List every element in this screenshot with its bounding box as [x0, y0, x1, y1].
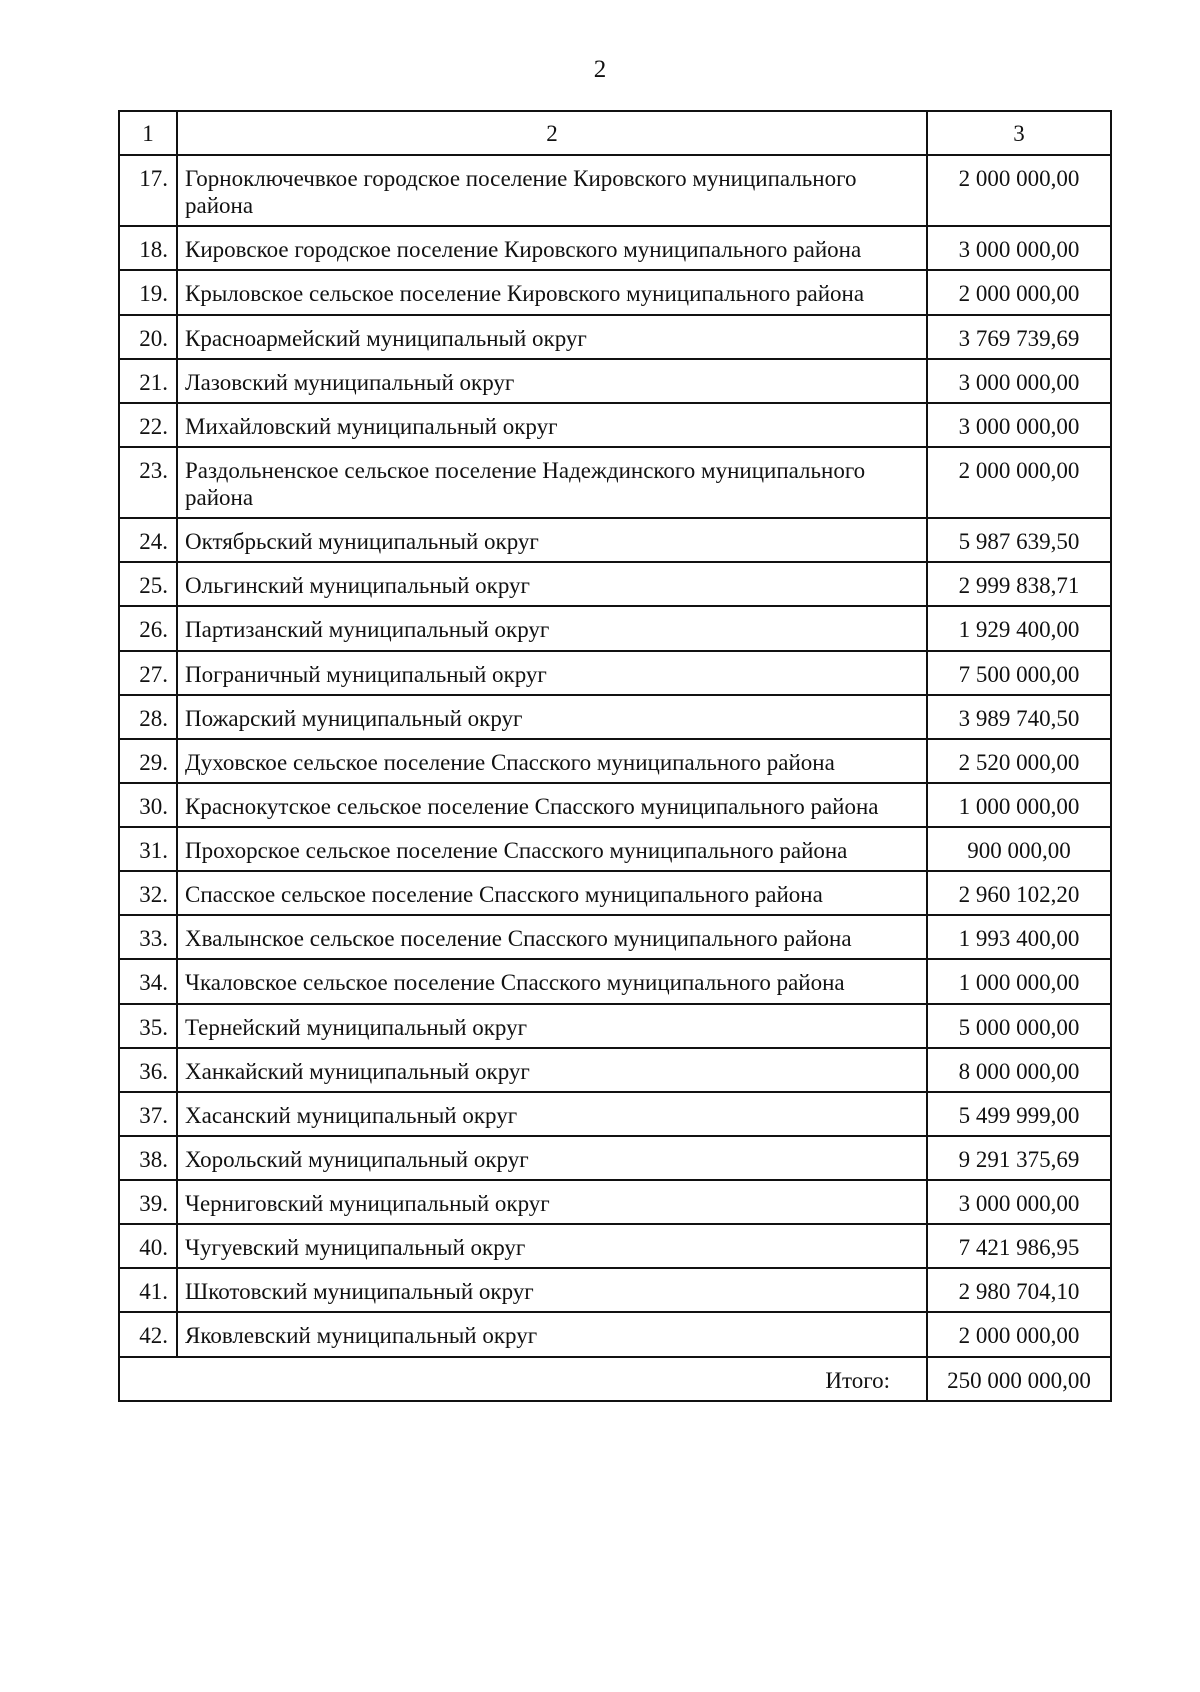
row-number: 34. — [119, 959, 177, 1003]
row-number: 17. — [119, 155, 177, 226]
table-row — [119, 1180, 1111, 1224]
table-row — [119, 959, 1111, 1003]
row-amount: 3 000 000,00 — [927, 226, 1111, 270]
row-municipality-name: Ольгинский муниципальный округ — [177, 562, 927, 606]
row-amount: 1 000 000,00 — [927, 959, 1111, 1003]
total-label: Итого: — [119, 1357, 927, 1401]
header-row — [119, 111, 1111, 155]
table-row — [119, 827, 1111, 871]
row-municipality-name: Красноармейский муниципальный округ — [177, 315, 927, 359]
row-municipality-name: Крыловское сельское поселение Кировского муниципального района — [177, 270, 927, 314]
row-municipality-name: Пограничный муниципальный округ — [177, 651, 927, 695]
row-number: 40. — [119, 1224, 177, 1268]
row-number: 24. — [119, 518, 177, 562]
table-row — [119, 651, 1111, 695]
table-row — [119, 606, 1111, 650]
row-amount: 2 999 838,71 — [927, 562, 1111, 606]
row-amount: 8 000 000,00 — [927, 1048, 1111, 1092]
allocation-table — [118, 110, 1112, 1402]
table-row — [119, 1092, 1111, 1136]
row-number: 37. — [119, 1092, 177, 1136]
row-amount: 1 000 000,00 — [927, 783, 1111, 827]
row-municipality-name: Черниговский муниципальный округ — [177, 1180, 927, 1224]
row-number: 19. — [119, 270, 177, 314]
row-amount: 5 000 000,00 — [927, 1004, 1111, 1048]
header-col-number: 1 — [119, 111, 177, 155]
row-amount: 3 000 000,00 — [927, 1180, 1111, 1224]
row-number: 28. — [119, 695, 177, 739]
table-row — [119, 1268, 1111, 1312]
row-municipality-name: Чкаловское сельское поселение Спасского муниципального района — [177, 959, 927, 1003]
row-amount: 2 000 000,00 — [927, 270, 1111, 314]
table-row — [119, 783, 1111, 827]
table-row — [119, 695, 1111, 739]
row-amount: 900 000,00 — [927, 827, 1111, 871]
page-number: 2 — [593, 56, 607, 83]
row-amount: 2 980 704,10 — [927, 1268, 1111, 1312]
row-municipality-name: Чугуевский муниципальный округ — [177, 1224, 927, 1268]
header-col-amount: 3 — [927, 111, 1111, 155]
table-row — [119, 315, 1111, 359]
row-number: 20. — [119, 315, 177, 359]
row-number: 35. — [119, 1004, 177, 1048]
row-municipality-name: Духовское сельское поселение Спасского муниципального района — [177, 739, 927, 783]
row-number: 25. — [119, 562, 177, 606]
row-amount: 9 291 375,69 — [927, 1136, 1111, 1180]
row-amount: 5 987 639,50 — [927, 518, 1111, 562]
row-municipality-name: Ханкайский муниципальный округ — [177, 1048, 927, 1092]
row-amount: 1 993 400,00 — [927, 915, 1111, 959]
row-number: 30. — [119, 783, 177, 827]
row-amount: 3 769 739,69 — [927, 315, 1111, 359]
row-amount: 3 989 740,50 — [927, 695, 1111, 739]
row-municipality-name: Партизанский муниципальный округ — [177, 606, 927, 650]
row-number: 26. — [119, 606, 177, 650]
row-amount: 2 520 000,00 — [927, 739, 1111, 783]
row-amount: 2 000 000,00 — [927, 155, 1111, 226]
table-row — [119, 1136, 1111, 1180]
row-municipality-name: Прохорское сельское поселение Спасского муниципального района — [177, 827, 927, 871]
row-municipality-name: Раздольненское сельское поселение Надеждинского муниципального района — [177, 447, 927, 518]
row-municipality-name: Михайловский муниципальный округ — [177, 403, 927, 447]
row-municipality-name: Яковлевский муниципальный округ — [177, 1312, 927, 1356]
row-municipality-name: Краснокутское сельское поселение Спасского муниципального района — [177, 783, 927, 827]
row-municipality-name: Хвалынское сельское поселение Спасского муниципального района — [177, 915, 927, 959]
header-col-name: 2 — [177, 111, 927, 155]
total-amount: 250 000 000,00 — [927, 1357, 1111, 1401]
table-body — [119, 155, 1111, 1357]
table-row — [119, 1048, 1111, 1092]
table-row — [119, 447, 1111, 518]
table-row — [119, 1004, 1111, 1048]
row-municipality-name: Пожарский муниципальный округ — [177, 695, 927, 739]
table-row — [119, 1224, 1111, 1268]
row-number: 42. — [119, 1312, 177, 1356]
total-row — [119, 1357, 1111, 1401]
row-amount: 2 000 000,00 — [927, 447, 1111, 518]
row-municipality-name: Хорольский муниципальный округ — [177, 1136, 927, 1180]
table-row — [119, 871, 1111, 915]
row-amount: 2 960 102,20 — [927, 871, 1111, 915]
row-municipality-name: Шкотовский муниципальный округ — [177, 1268, 927, 1312]
table-row — [119, 915, 1111, 959]
row-number: 29. — [119, 739, 177, 783]
row-municipality-name: Хасанский муниципальный округ — [177, 1092, 927, 1136]
row-amount: 3 000 000,00 — [927, 359, 1111, 403]
row-municipality-name: Лазовский муниципальный округ — [177, 359, 927, 403]
table-row — [119, 155, 1111, 226]
row-number: 22. — [119, 403, 177, 447]
row-amount: 7 421 986,95 — [927, 1224, 1111, 1268]
row-number: 18. — [119, 226, 177, 270]
row-number: 36. — [119, 1048, 177, 1092]
row-municipality-name: Кировское городское поселение Кировского муниципального района — [177, 226, 927, 270]
table-row — [119, 359, 1111, 403]
row-number: 31. — [119, 827, 177, 871]
row-municipality-name: Тернейский муниципальный округ — [177, 1004, 927, 1048]
row-municipality-name: Спасское сельское поселение Спасского муниципального района — [177, 871, 927, 915]
row-number: 39. — [119, 1180, 177, 1224]
row-amount: 3 000 000,00 — [927, 403, 1111, 447]
row-municipality-name: Горноключечвкое городское поселение Кировского муниципального района — [177, 155, 927, 226]
row-number: 33. — [119, 915, 177, 959]
row-number: 41. — [119, 1268, 177, 1312]
row-amount: 5 499 999,00 — [927, 1092, 1111, 1136]
row-number: 32. — [119, 871, 177, 915]
table-row — [119, 270, 1111, 314]
row-number: 27. — [119, 651, 177, 695]
table-row — [119, 403, 1111, 447]
row-amount: 7 500 000,00 — [927, 651, 1111, 695]
table-row — [119, 739, 1111, 783]
table-row — [119, 1312, 1111, 1356]
table-row — [119, 518, 1111, 562]
row-amount: 1 929 400,00 — [927, 606, 1111, 650]
row-number: 38. — [119, 1136, 177, 1180]
row-number: 23. — [119, 447, 177, 518]
row-municipality-name: Октябрьский муниципальный округ — [177, 518, 927, 562]
table-row — [119, 562, 1111, 606]
row-number: 21. — [119, 359, 177, 403]
table-row — [119, 226, 1111, 270]
row-amount: 2 000 000,00 — [927, 1312, 1111, 1356]
